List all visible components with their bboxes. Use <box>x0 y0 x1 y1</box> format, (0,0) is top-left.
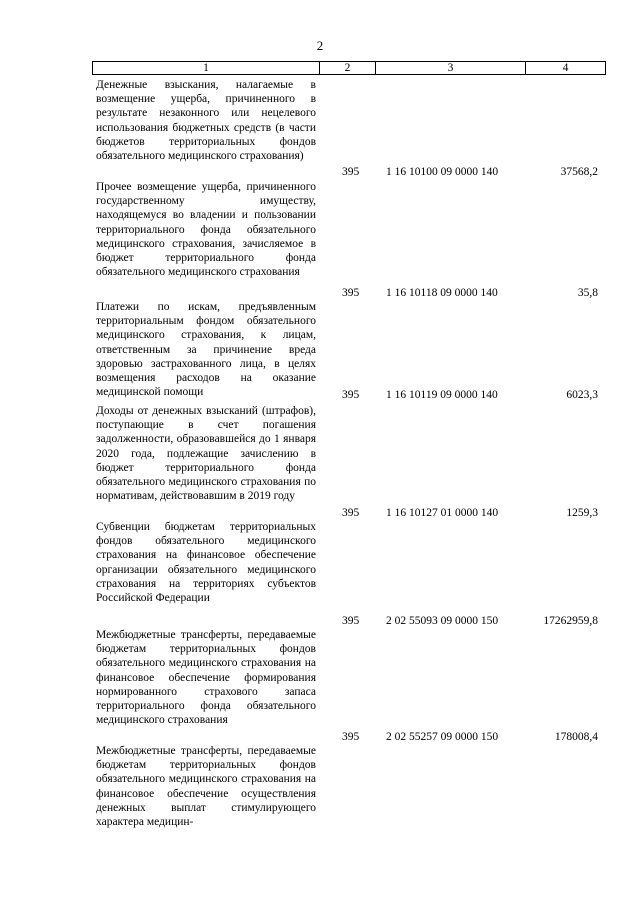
row-admin-code: 395 <box>342 166 360 178</box>
row-admin-code: 395 <box>342 389 360 401</box>
row-amount: 6023,3 <box>566 389 598 401</box>
row-admin-code: 395 <box>342 615 360 627</box>
table-header <box>92 61 606 75</box>
header-col-3: 3 <box>375 62 525 74</box>
row-amount: 35,8 <box>577 287 598 299</box>
row-description: Прочее возмещение ущерба, причиненного государственному имуществу, находящемуся во владении и пользовании территориального фонда обязательного медицинского страхования, зачисляемое в бюджет территориального фонда обязательного медицинского страхования <box>96 181 316 279</box>
row-description: Межбюджетные трансферты, передаваемые бюджетам территориальных фондов обязательного медицинского страхования на финансовое обеспечение формирования нормированного страхового запаса территориального фонда обязательного медицинского страхования <box>96 629 316 727</box>
row-admin-code: 395 <box>342 507 360 519</box>
row-description: Межбюджетные трансферты, передаваемые бюджетам территориальных фондов обязательного медицинского страхования на финансовое обеспечение осуществления денежных выплат стимулирующего характера медицин- <box>96 745 316 829</box>
row-amount: 1259,3 <box>566 507 598 519</box>
row-kbk-code: 1 16 10118 09 0000 140 <box>386 287 498 299</box>
row-amount: 17262959,8 <box>543 615 598 627</box>
page-number: 2 <box>316 38 324 53</box>
row-amount: 178008,4 <box>554 731 598 743</box>
header-col-1: 1 <box>203 62 209 74</box>
header-col-4: 4 <box>525 62 605 74</box>
row-kbk-code: 2 02 55093 09 0000 150 <box>386 615 499 627</box>
row-description: Доходы от денежных взысканий (штрафов), поступающие в счет погашения задолженности, образовавшейся до 1 января 2020 года, подлежащие зачислению в бюджет территориального фонда обязательного медицинского страхования по нормативам, действовавшим в 2019 году <box>96 405 316 503</box>
row-admin-code: 395 <box>342 731 360 743</box>
row-description: Платежи по искам, предъявленным территориальным фондом обязательного медицинского страхования, к лицам, ответственным за причинение вреда здоровью застрахованного лица, в целях возмещения расходов на оказание медицинской помощи <box>96 301 316 399</box>
row-amount: 37568,2 <box>560 166 598 178</box>
header-col-2: 2 <box>319 62 375 74</box>
row-kbk-code: 1 16 10100 09 0000 140 <box>386 166 499 178</box>
row-admin-code: 395 <box>342 287 360 299</box>
row-kbk-code: 2 02 55257 09 0000 150 <box>386 731 499 743</box>
row-description: Денежные взыскания, налагаемые в возмещение ущерба, причиненного в результате незаконного или нецелевого использования бюджетных средств (в части бюджетов территориальных фондов обязательного медицинского страхования) <box>96 79 316 163</box>
row-kbk-code: 1 16 10127 01 0000 140 <box>386 507 499 519</box>
row-kbk-code: 1 16 10119 09 0000 140 <box>386 389 498 401</box>
row-description: Субвенции бюджетам территориальных фондов обязательного медицинского страхования на финансовое обеспечение организации обязательного медицинского страхования на территориях субъектов Российской Федерации <box>96 521 316 605</box>
